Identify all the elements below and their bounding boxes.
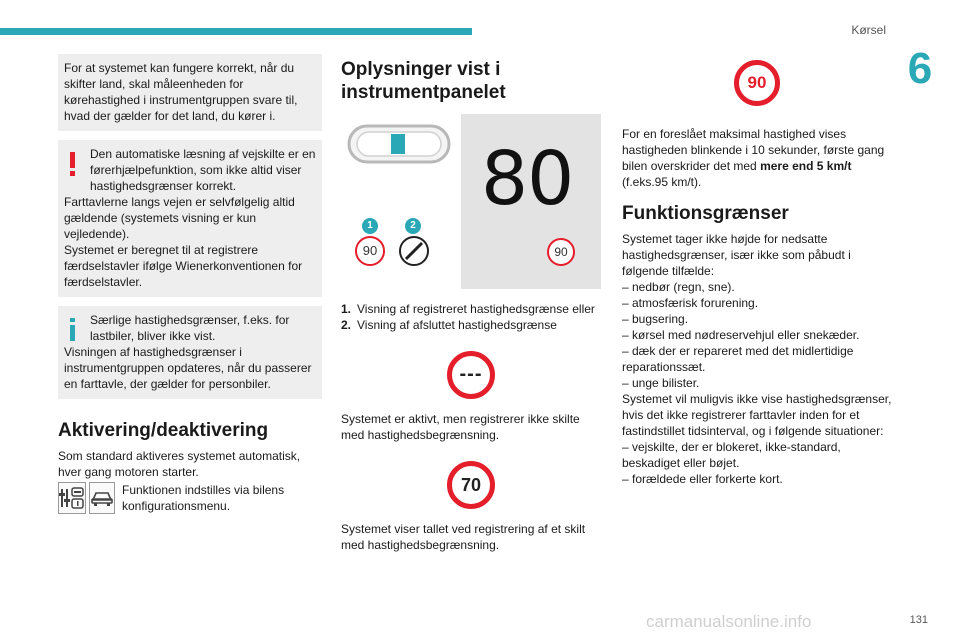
config-text: Funktionen indstilles via bilens konfigurationsmenu. <box>122 483 285 513</box>
info-icon <box>68 318 77 342</box>
section-name: Kørsel <box>851 23 886 37</box>
vehicle-settings-icon <box>58 482 86 514</box>
marker-1: 1 <box>362 218 378 234</box>
note-box-units <box>58 54 322 131</box>
list-item: – vejskilte, der er blokeret, ikke-standard, beskadiget eller bøjet. <box>622 440 841 470</box>
limits-intro: Systemet tager ikke højde for nedsatte hastighedsgrænser, især ikke som påbudt i følgende tilfælde: <box>622 232 851 278</box>
sign-row-90 <box>622 60 892 106</box>
list-item: – nedbør (regn, sne). <box>622 280 735 294</box>
sign-row-70 <box>341 461 601 509</box>
dash-description: Systemet er aktivt, men registrerer ikke skilte med hastighedsbegrænsning. <box>341 412 580 442</box>
speed-display-panel <box>461 114 601 289</box>
limits-list-2 <box>622 439 892 487</box>
heading-instrument-panel: Oplysninger vist i instrumentpanelet <box>341 59 506 103</box>
current-speed: 80 <box>481 136 574 222</box>
info-text-1: Særlige hastighedsgrænser, f.eks. for lastbiler, bliver ikke vist. <box>90 313 290 343</box>
list-item: – bugsering. <box>622 312 689 326</box>
note-units-text: For at systemet kan fungere korrekt, når du skifter land, skal måleenheden for kørehastighed i instrumentgruppen svare til, hvad der gælder for det land, du kører i. <box>64 61 298 123</box>
numbered-list <box>341 301 601 333</box>
list-item: 1. Visning af registreret hastighedsgrænse eller <box>341 302 595 316</box>
limits-intro-2: Systemet vil muligvis ikke vise hastighedsgrænser, hvis det ikke registrerer farttavler inden for et fastindstillet tidsinterval, og i følgende situationer: <box>622 392 892 438</box>
info-box <box>58 306 322 399</box>
marker-2: 2 <box>405 218 421 234</box>
list-item: – forældede eller forkerte kort. <box>622 472 783 486</box>
watermark: carmanualsonline.info <box>646 612 812 631</box>
car-icon <box>89 482 115 514</box>
speed-sign-90: 90 <box>734 60 780 106</box>
heading-activation: Aktivering/deaktivering <box>58 420 269 441</box>
speed-sign-recorded: 90 <box>355 236 385 266</box>
column-middle <box>341 58 601 553</box>
instrument-illustration <box>341 114 601 289</box>
speed-sign-dash: --- <box>447 351 495 399</box>
warning-text-2: Farttavlerne langs vejen er selvfølgelig altid gældende (systemets visning er kun vejledende). <box>64 195 295 241</box>
column-left <box>58 54 322 514</box>
list-item: 2. Visning af afsluttet hastighedsgrænse <box>341 318 557 332</box>
activation-intro: Som standard aktiveres systemet automatisk, hver gang motoren starter. <box>58 449 301 479</box>
list-item: – unge bilister. <box>622 376 700 390</box>
warning-text-3: Systemet er beregnet til at registrere færdselstavler ifølge Wienerkonventionen for færdselstavler. <box>64 243 303 289</box>
page-number: 131 <box>909 614 928 626</box>
heading-limits: Funktionsgrænser <box>622 203 789 224</box>
speed-sign-70: 70 <box>447 461 495 509</box>
list-item: – atmosfærisk forurening. <box>622 296 759 310</box>
list-item: – kørsel med nødreservehjul eller snekæder. <box>622 328 860 342</box>
warning-text-1: Den automatiske læsning af vejskilte er en førerhjælpefunktion, som ikke altid viser hastighedsgrænser korrekt. <box>90 147 316 193</box>
list-item: – dæk der er repareret med det midlertidige reparationssæt. <box>622 344 854 374</box>
speed-limit-end-icon <box>398 235 430 267</box>
config-row <box>58 482 322 514</box>
ninety-description: For en foreslået maksimal hastighed vises hastigheden blinkende i 10 sekunder, første gang bilen overskrider det med mere end 5 km/t (f.eks.95 km/t). <box>622 127 885 189</box>
header-accent-bar <box>0 28 472 35</box>
seventy-description: Systemet viser tallet ved registrering af et skilt med hastighedsbegrænsning. <box>341 522 586 552</box>
column-right <box>622 58 892 487</box>
sign-row-dash <box>341 351 601 399</box>
chapter-number: 6 <box>907 44 933 93</box>
limits-list-1 <box>622 279 892 391</box>
warning-box <box>58 140 322 297</box>
warning-icon <box>68 152 77 176</box>
display-graphic-icon <box>345 114 455 174</box>
info-text-2: Visningen af hastighedsgrænser i instrumentgruppen opdateres, når du passerer en farttavle, der gælder for personbiler. <box>64 345 312 391</box>
speed-sign-panel: 90 <box>547 238 575 266</box>
